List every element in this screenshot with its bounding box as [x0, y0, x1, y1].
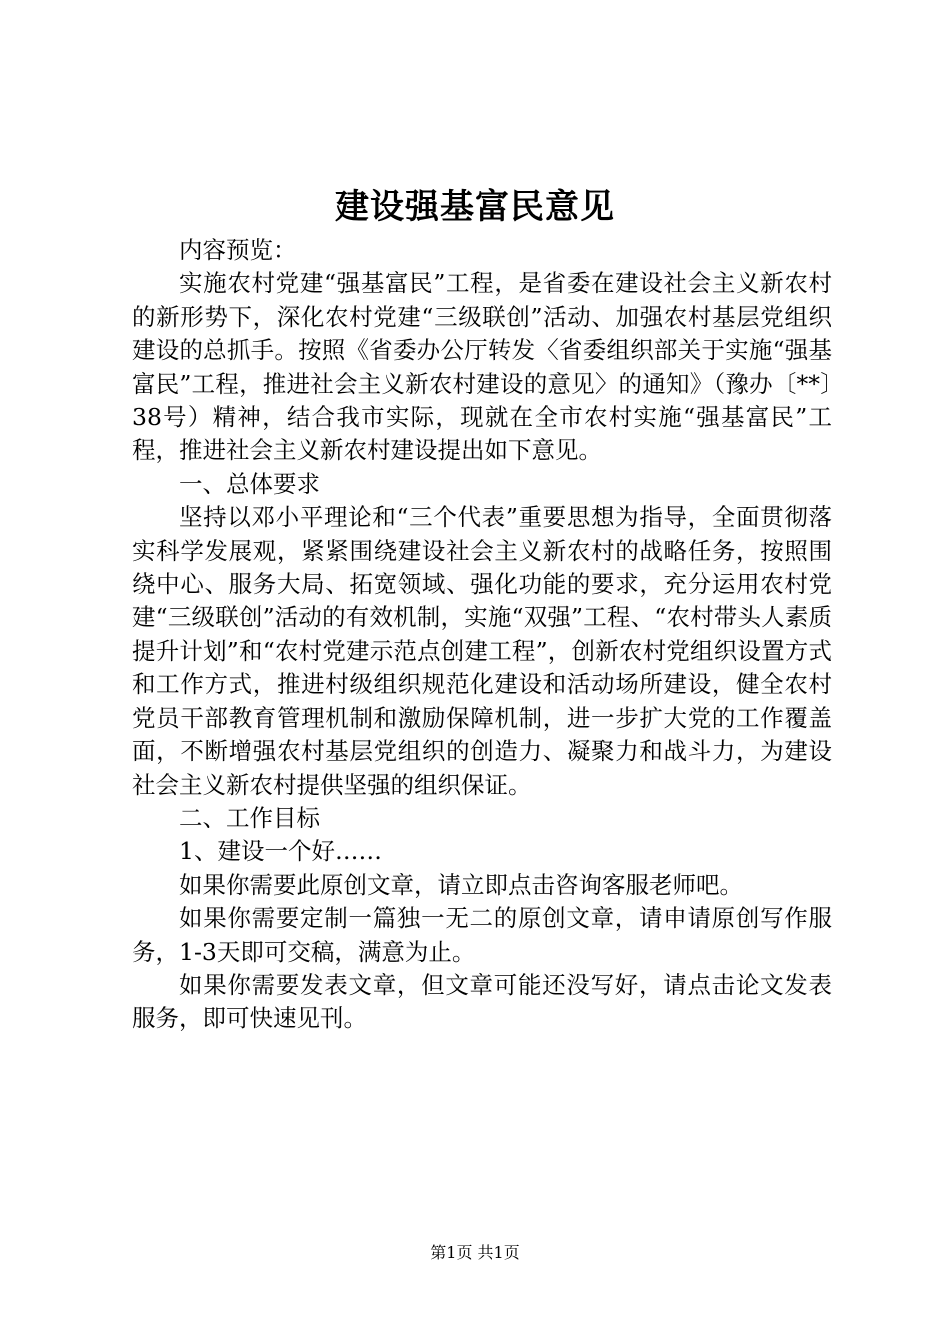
paragraph-publish-link[interactable]: 如果你需要发表文章，但文章可能还没写好，请点击论文发表服务，即可快速见刊。 — [132, 970, 832, 1033]
section-heading-work-goals: 二、工作目标 — [179, 803, 320, 832]
page-footer: 第1页 共1页 — [430, 1243, 520, 1262]
paragraph-preview-label: 内容预览： — [179, 236, 297, 264]
paragraph-goal-1: 1、建设一个好…… — [179, 837, 382, 866]
document-body — [132, 234, 832, 1036]
document-title: 建设强基富民意见 — [335, 187, 615, 227]
section-heading-general-requirements: 一、总体要求 — [179, 469, 320, 498]
paragraph-custom-writing-link[interactable]: 如果你需要定制一篇独一无二的原创文章，请申请原创写作服务，1-3天即可交稿，满意为止。 — [132, 904, 832, 966]
paragraph-intro: 实施农村党建“强基富民”工程，是省委在建设社会主义新农村的新形势下，深化农村党建“三级联创”活动、加强农村基层党组织建设的总抓手。按照《省委办公厅转发〈省委组织部关于实施“强基富民”工程，推进社会主义新农村建设的意见〉的通知》（豫办〔**〕38号）精神，结合我市实际，现就在全市农村实施“强基富民”工程，推进社会主义新农村建设提出如下意见。 — [132, 269, 832, 465]
paragraph-general-requirements: 坚持以邓小平理论和“三个代表”重要思想为指导，全面贯彻落实科学发展观，紧紧围绕建设社会主义新农村的战略任务，按照围绕中心、服务大局、拓宽领域、强化功能的要求，充分运用农村党建“三级联创”活动的有效机制，实施“双强”工程、“农村带头人素质提升计划”和“农村党建示范点创建工程”，创新农村党组织设置方式和工作方式，推进村级组织规范化建设和活动场所建设，健全农村党员干部教育管理机制和激励保障机制，进一步扩大党的工作覆盖面，不断增强农村基层党组织的创造力、凝聚力和战斗力，为建设社会主义新农村提供坚强的组织保证。 — [132, 503, 832, 799]
paragraph-consult-link[interactable]: 如果你需要此原创文章，请立即点击咨询客服老师吧。 — [179, 870, 743, 899]
